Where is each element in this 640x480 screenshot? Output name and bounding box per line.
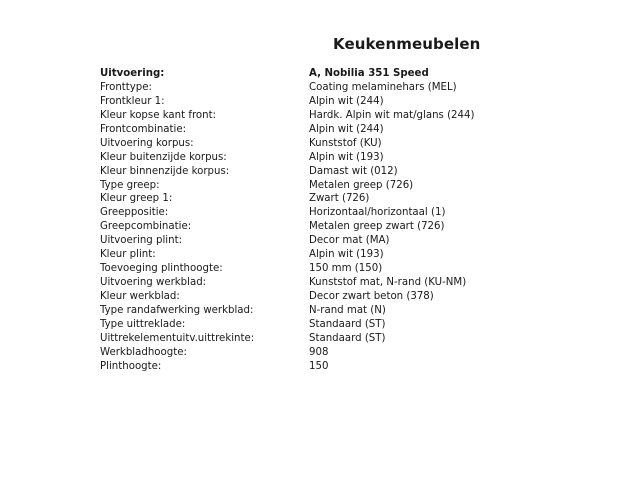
spec-label: Type uittreklade: <box>100 318 186 330</box>
spec-row <box>100 346 500 360</box>
spec-value: Decor zwart beton (378) <box>309 291 434 302</box>
spec-row <box>100 276 500 290</box>
spec-row <box>100 179 500 193</box>
spec-row <box>100 290 500 304</box>
spec-label: Uitvoering plint: <box>100 235 183 247</box>
spec-value: Standaard (ST) <box>309 332 386 344</box>
spec-value: Coating melaminehars (MEL) <box>309 81 457 93</box>
spec-row <box>100 332 500 346</box>
spec-label: Uitvoering korpus: <box>100 137 194 149</box>
spec-value: Horizontaal/horizontaal (1) <box>309 207 446 219</box>
spec-row <box>100 220 500 234</box>
spec-value: Alpin wit (193) <box>309 151 384 163</box>
spec-value: Metalen greep (726) <box>309 179 414 191</box>
spec-label: Kleur buitenzijde korpus: <box>100 151 227 163</box>
spec-row <box>100 123 500 137</box>
spec-label: Greepcombinatie: <box>100 221 192 233</box>
spec-label: Kleur plint: <box>100 249 156 261</box>
spec-value: 150 <box>309 360 329 372</box>
spec-label: Frontcombinatie: <box>100 123 187 135</box>
spec-value: Standaard (ST) <box>309 318 386 330</box>
spec-label: Frontkleur 1: <box>100 95 165 107</box>
spec-row <box>100 109 500 123</box>
spec-row <box>100 318 500 332</box>
spec-value: Kunststof (KU) <box>309 137 382 149</box>
spec-value: Damast wit (012) <box>309 165 398 177</box>
spec-value: A, Nobilia 351 Speed <box>309 68 429 79</box>
spec-label: Werkbladhoogte: <box>100 346 187 358</box>
spec-row <box>100 151 500 165</box>
spec-row <box>100 67 500 81</box>
spec-row <box>100 262 500 276</box>
spec-label: Greeppositie: <box>100 207 169 219</box>
spec-label: Plinthoogte: <box>100 360 162 372</box>
spec-value: Hardk. Alpin wit mat/glans (244) <box>309 109 475 121</box>
spec-label: Fronttype: <box>100 81 152 93</box>
spec-label: Uitvoering: <box>100 68 165 79</box>
spec-label: Uitvoering werkblad: <box>100 277 207 289</box>
spec-row <box>100 95 500 109</box>
spec-label: Kleur kopse kant front: <box>100 109 217 121</box>
spec-value: Alpin wit (244) <box>309 95 384 107</box>
spec-row <box>100 360 500 374</box>
spec-row <box>100 304 500 318</box>
spec-value: Metalen greep zwart (726) <box>309 221 445 233</box>
spec-value: Zwart (726) <box>309 193 370 205</box>
spec-value: Alpin wit (244) <box>309 123 384 135</box>
spec-row <box>100 248 500 262</box>
spec-row <box>100 206 500 220</box>
spec-table <box>100 67 500 374</box>
spec-value: 150 mm (150) <box>309 263 383 275</box>
page-title: Keukenmeubelen <box>333 35 481 53</box>
spec-value: Decor mat (MA) <box>309 235 390 247</box>
spec-label: Uittrekelementuitv.uittrekinte: <box>100 332 255 344</box>
spec-row <box>100 234 500 248</box>
spec-value: Alpin wit (193) <box>309 249 384 261</box>
spec-label: Type greep: <box>100 179 160 191</box>
spec-row <box>100 81 500 95</box>
spec-row <box>100 192 500 206</box>
spec-value: 908 <box>309 346 329 358</box>
spec-label: Toevoeging plinthoogte: <box>100 263 223 275</box>
spec-label: Kleur binnenzijde korpus: <box>100 165 230 177</box>
spec-label: Kleur greep 1: <box>100 193 173 205</box>
spec-row <box>100 137 500 151</box>
spec-row <box>100 165 500 179</box>
spec-label: Kleur werkblad: <box>100 291 180 302</box>
spec-value: Kunststof mat, N-rand (KU-NM) <box>309 277 467 289</box>
spec-value: N-rand mat (N) <box>309 304 386 316</box>
spec-label: Type randafwerking werkblad: <box>100 304 254 316</box>
